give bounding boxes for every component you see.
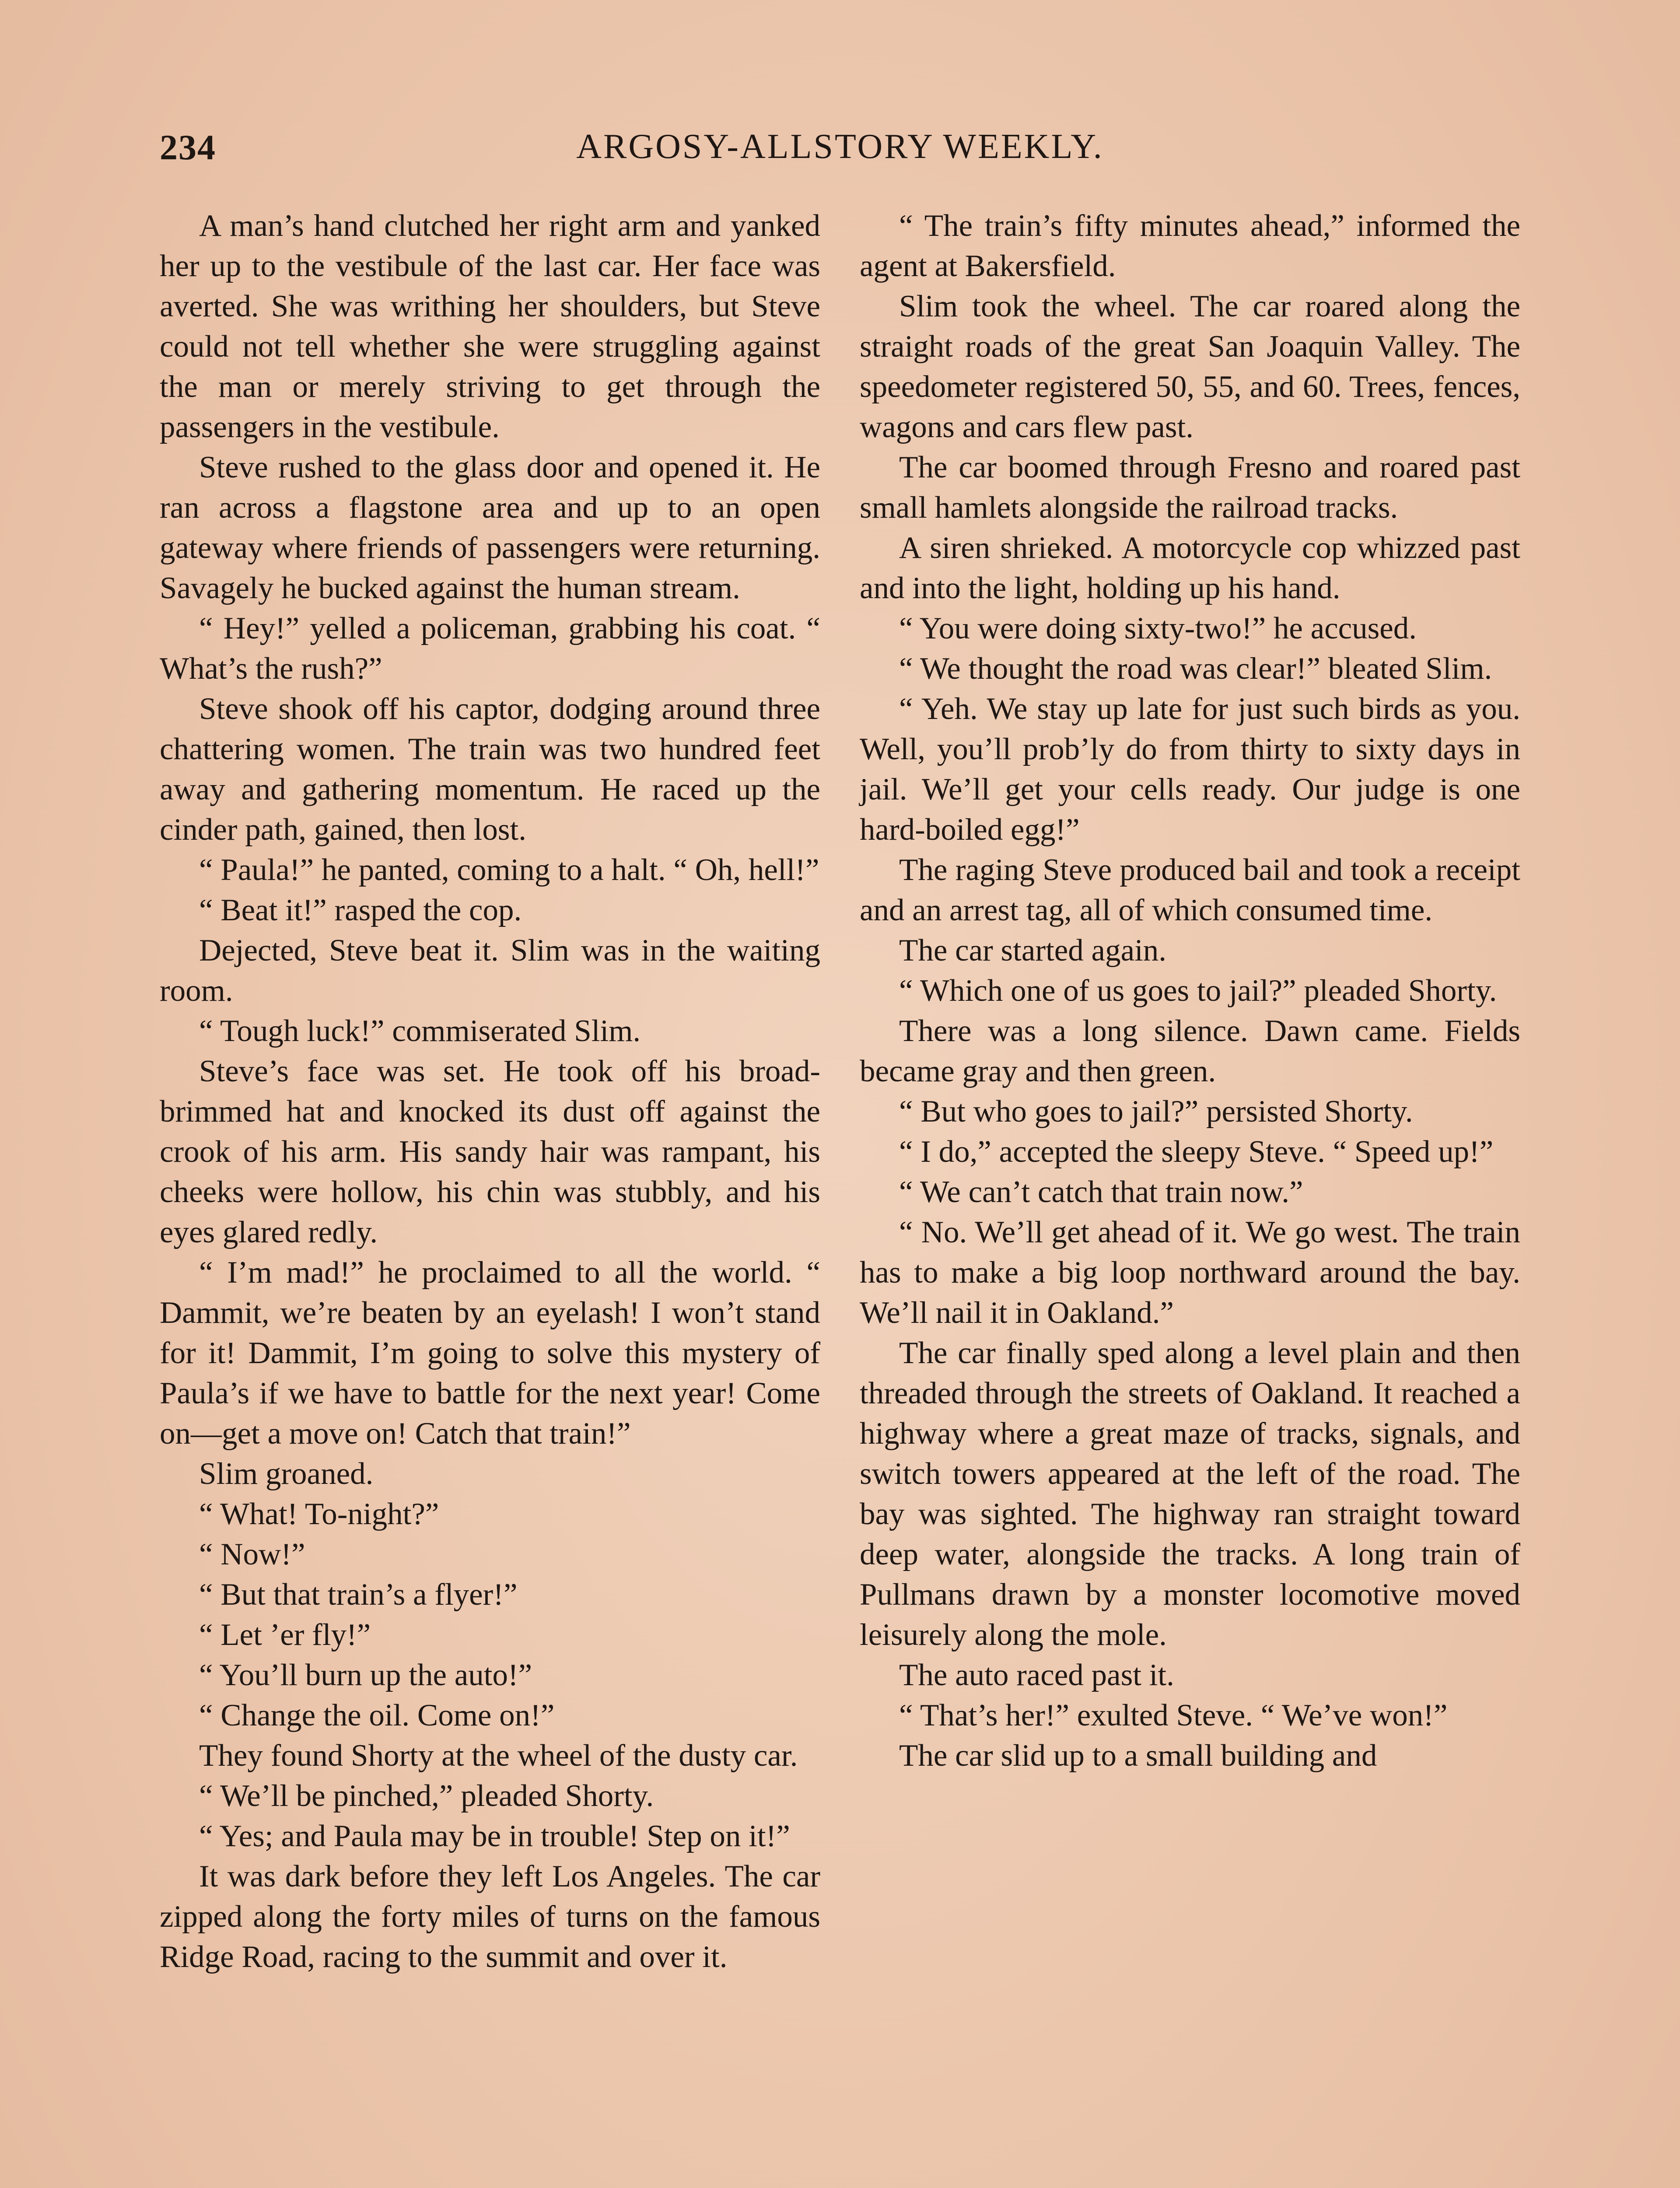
paragraph: “ But that train’s a flyer!” bbox=[199, 1578, 518, 1612]
paragraph: “ Tough luck!” commiserated Slim. bbox=[199, 1014, 641, 1048]
paragraph: “ Which one of us goes to jail?” pleaded Shorty. bbox=[899, 974, 1497, 1008]
paragraph: “ Yeh. We stay up late for just such birds as you. Well, you’ll prob’ly do from thirty to sixty days in jail. We’ll get your cells ready. Our judge is one hard-boiled egg!” bbox=[860, 692, 1520, 847]
paragraph: “ The train’s fifty minutes ahead,” informed the agent at Bakersfield. bbox=[860, 209, 1520, 283]
paragraph: There was a long silence. Dawn came. Fields became gray and then green. bbox=[860, 1014, 1520, 1088]
paragraph: “ We’ll be pinched,” pleaded Shorty. bbox=[199, 1779, 654, 1813]
paragraph: The auto raced past it. bbox=[899, 1658, 1174, 1692]
paragraph: “ That’s her!” exulted Steve. “ We’ve won!” bbox=[899, 1698, 1448, 1732]
running-title: ARGOSY-ALLSTORY WEEKLY. bbox=[576, 127, 1104, 166]
paragraph: “ We thought the road was clear!” bleated Slim. bbox=[899, 652, 1492, 686]
paragraph: They found Shorty at the wheel of the dusty car. bbox=[199, 1739, 798, 1773]
page-number: 234 bbox=[160, 127, 216, 167]
paragraph: “ What! To-night?” bbox=[199, 1497, 439, 1531]
paragraph: The car finally sped along a level plain and then threaded through the streets of Oakland. It reached a highway where a great maze of tracks, signals, and switch towers appeared at the left of the road. The bay was sighted. The highway ran straight toward deep water, alongside the tracks. A long train of Pullmans drawn by a monster locomotive moved leisurely along the mole. bbox=[860, 1336, 1520, 1652]
paragraph: “ Paula!” he panted, coming to a halt. “ Oh, hell!” bbox=[199, 853, 819, 887]
paragraph: Slim took the wheel. The car roared along the straight roads of the great San Joaquin Valley. The speedometer registered 50, 55, and 60. Trees, fences, wagons and cars flew past. bbox=[860, 289, 1520, 444]
paragraph: The raging Steve produced bail and took a receipt and an arrest tag, all of which consumed time. bbox=[860, 853, 1520, 927]
paragraph: A siren shrieked. A motorcycle cop whizzed past and into the light, holding up his hand. bbox=[860, 531, 1520, 605]
paragraph: “ You were doing sixty-two!” he accused. bbox=[899, 611, 1417, 645]
paragraph: The car started again. bbox=[899, 933, 1167, 968]
paragraph: Slim groaned. bbox=[199, 1457, 374, 1491]
right-text-column bbox=[860, 206, 1520, 1776]
paragraph: “ Yes; and Paula may be in trouble! Step on it!” bbox=[199, 1819, 790, 1853]
paragraph: It was dark before they left Los Angeles. The car zipped along the forty miles of turns on the famous Ridge Road, racing to the summit and over it. bbox=[160, 1859, 820, 1974]
paragraph: “ Hey!” yelled a policeman, grabbing his coat. “ What’s the rush?” bbox=[160, 611, 820, 686]
paragraph: “ No. We’ll get ahead of it. We go west. The train has to make a big loop northward around the bay. We’ll nail it in Oakland.” bbox=[860, 1215, 1520, 1330]
paragraph: “ Let ’er fly!” bbox=[199, 1618, 371, 1652]
paragraph: “ Beat it!” rasped the cop. bbox=[199, 893, 522, 927]
paragraph: The car boomed through Fresno and roared past small hamlets alongside the railroad tracks. bbox=[860, 450, 1520, 525]
paragraph: “ Change the oil. Come on!” bbox=[199, 1698, 555, 1732]
paragraph: Steve rushed to the glass door and opened it. He ran across a flagstone area and up to an open gateway where friends of passengers were returning. Savagely he bucked against the human stream. bbox=[160, 450, 820, 605]
paragraph: “ I do,” accepted the sleepy Steve. “ Speed up!” bbox=[899, 1135, 1494, 1169]
paragraph: A man’s hand clutched her right arm and yanked her up to the vestibule of the last car. Her face was averted. She was writhing her shoulders, but Steve could not tell whether she were struggling against the man or merely striving to get through the passengers in the vestibule. bbox=[160, 209, 820, 444]
paragraph: “ But who goes to jail?” persisted Shorty. bbox=[899, 1094, 1413, 1129]
page-header bbox=[160, 127, 1520, 175]
paragraph: Dejected, Steve beat it. Slim was in the waiting room. bbox=[160, 933, 820, 1008]
paragraph: “ I’m mad!” he proclaimed to all the world. “ Dammit, we’re beaten by an eyelash! I won’t stand for it! Dammit, I’m going to solve this mystery of Paula’s if we have to battle for the next year! Come on—get a move on! Catch that train!” bbox=[160, 1255, 820, 1451]
left-text-column bbox=[160, 206, 820, 1977]
paragraph: The car slid up to a small building and bbox=[899, 1739, 1377, 1773]
paragraph: “ You’ll burn up the auto!” bbox=[199, 1658, 532, 1692]
paragraph: “ We can’t catch that train now.” bbox=[899, 1175, 1303, 1209]
paragraph: Steve shook off his captor, dodging around three chattering women. The train was two hundred feet away and gathering momentum. He raced up the cinder path, gained, then lost. bbox=[160, 692, 820, 847]
paragraph: “ Now!” bbox=[199, 1537, 305, 1571]
paragraph: Steve’s face was set. He took off his broad-brimmed hat and knocked its dust off against the crook of his arm. His sandy hair was rampant, his cheeks were hollow, his chin was stubbly, and his eyes glared redly. bbox=[160, 1054, 820, 1249]
